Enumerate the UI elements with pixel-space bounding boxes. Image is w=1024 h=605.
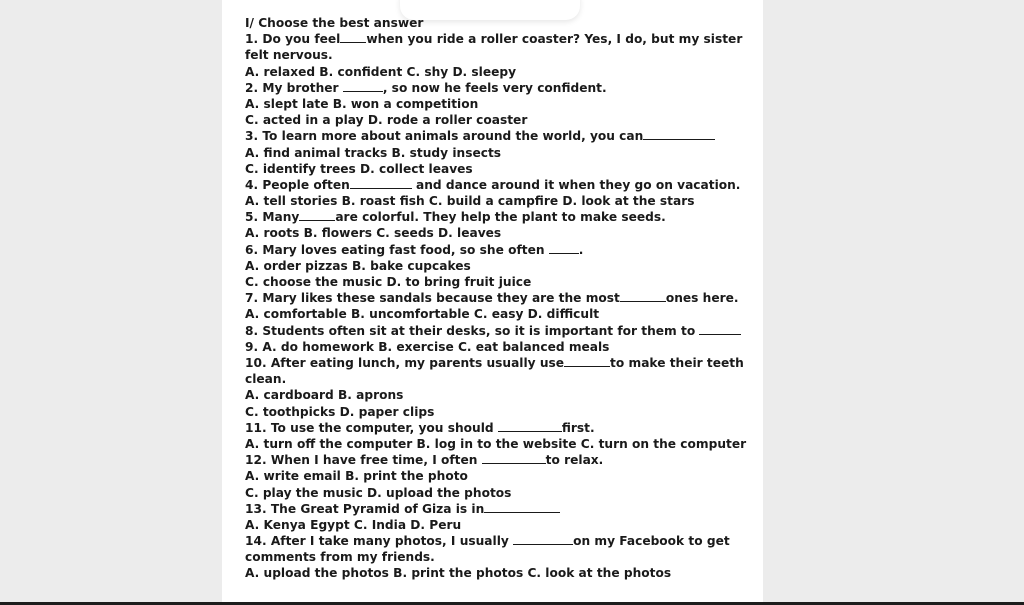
answer-blank[interactable]	[350, 177, 412, 189]
answer-blank[interactable]	[482, 452, 546, 464]
line-text: 13. The Great Pyramid of Giza is in	[245, 501, 485, 516]
line-text-after: ones here.	[665, 291, 739, 306]
answer-blank[interactable]	[564, 355, 610, 367]
answer-blank[interactable]	[299, 209, 335, 221]
answer-options	[245, 258, 750, 274]
line-text: A. relaxed B. confident C. shy D. sleepy	[245, 64, 517, 79]
line-text: C. identify trees D. collect leaves	[245, 161, 473, 176]
line-text: A. comfortable B. uncomfortable C. easy D. difficult	[245, 307, 600, 322]
answer-blank[interactable]	[484, 501, 560, 513]
line-text: A. tell stories B. roast fish C. build a campfire D. look at the stars	[245, 194, 695, 209]
answer-options	[245, 145, 750, 161]
question-line	[245, 242, 750, 258]
question-line	[245, 177, 750, 193]
question-list	[245, 31, 750, 581]
question-line	[245, 501, 750, 517]
answer-options	[245, 96, 750, 112]
answer-options	[245, 225, 750, 241]
line-text: 11. To use the computer, you should	[245, 420, 498, 435]
line-text: A. find animal tracks B. study insects	[245, 145, 502, 160]
question-line	[245, 209, 750, 225]
answer-options	[245, 468, 750, 484]
line-text: 1. Do you feel	[245, 32, 341, 47]
question-line	[245, 31, 750, 63]
answer-blank[interactable]	[343, 80, 383, 92]
line-text: 2. My brother	[245, 80, 343, 95]
line-text: 4. People often	[245, 177, 350, 192]
line-text: A. roots B. flowers C. seeds D. leaves	[245, 226, 502, 241]
line-text: 10. After eating lunch, my parents usually use	[245, 355, 565, 370]
answer-options	[245, 64, 750, 80]
line-text: 9. A. do homework B. exercise C. eat balanced meals	[245, 339, 610, 354]
line-text: A. Kenya Egypt C. India D. Peru	[245, 517, 462, 532]
answer-blank[interactable]	[513, 533, 573, 545]
answer-options	[245, 274, 750, 290]
section-title: I/ Choose the best answer	[245, 16, 424, 30]
line-text: 8. Students often sit at their desks, so it is important for them to	[245, 323, 700, 338]
line-text: A. turn off the computer B. log in to the website C. turn on the computer	[245, 436, 747, 451]
line-text: C. toothpicks D. paper clips	[245, 404, 435, 419]
line-text-after: are colorful. They help the plant to make seeds.	[335, 210, 666, 225]
line-text-after: and dance around it when they go on vacation.	[411, 177, 741, 192]
line-text-after: to relax.	[545, 453, 604, 468]
line-text: 3. To learn more about animals around the world, you can	[245, 129, 644, 144]
line-text: 7. Mary likes these sandals because they are the most	[245, 291, 620, 306]
answer-options	[245, 517, 750, 533]
answer-blank[interactable]	[498, 420, 562, 432]
line-text: 12. When I have free time, I often	[245, 453, 482, 468]
line-text: A. order pizzas B. bake cupcakes	[245, 258, 471, 273]
answer-options	[245, 112, 750, 128]
answer-blank[interactable]	[340, 31, 366, 43]
question-line	[245, 128, 750, 144]
answer-blank[interactable]	[643, 128, 715, 140]
question-line	[245, 355, 750, 387]
line-text-after: on my Facebook to get comments from my friends.	[245, 534, 730, 565]
answer-options	[245, 306, 750, 322]
answer-blank[interactable]	[620, 290, 666, 302]
answer-options	[245, 193, 750, 209]
line-text: C. acted in a play D. rode a roller coaster	[245, 113, 528, 128]
question-line	[245, 420, 750, 436]
question-line	[245, 533, 750, 565]
line-text: 6. Mary loves eating fast food, so she often	[245, 242, 549, 257]
line-text: A. slept late B. won a competition	[245, 96, 479, 111]
question-line	[245, 323, 750, 339]
answer-options	[245, 339, 750, 355]
answer-options	[245, 485, 750, 501]
answer-blank[interactable]	[549, 242, 579, 254]
line-text-after: to make their teeth clean.	[245, 355, 744, 387]
question-line	[245, 452, 750, 468]
question-line	[245, 80, 750, 96]
line-text: C. choose the music D. to bring fruit juice	[245, 275, 532, 290]
answer-options	[245, 387, 750, 403]
line-text: A. write email B. print the photo	[245, 469, 468, 484]
answer-options	[245, 404, 750, 420]
answer-options	[245, 436, 750, 452]
line-text-after: first.	[561, 420, 595, 435]
line-text: 5. Many	[245, 210, 300, 225]
line-text: A. cardboard B. aprons	[245, 388, 404, 403]
line-text: C. play the music D. upload the photos	[245, 485, 512, 500]
worksheet-content	[245, 15, 750, 582]
line-text: A. upload the photos B. print the photos C. look at the photos	[245, 566, 672, 581]
line-text-after: .	[578, 242, 584, 257]
line-text-after: , so now he feels very confident.	[382, 80, 607, 95]
line-text-after: when you ride a roller coaster? Yes, I do, but my sister felt nervous.	[245, 32, 743, 63]
answer-options	[245, 161, 750, 177]
question-line	[245, 290, 750, 306]
line-text: 14. After I take many photos, I usually	[245, 534, 514, 549]
answer-blank[interactable]	[699, 323, 741, 335]
answer-options	[245, 565, 750, 581]
